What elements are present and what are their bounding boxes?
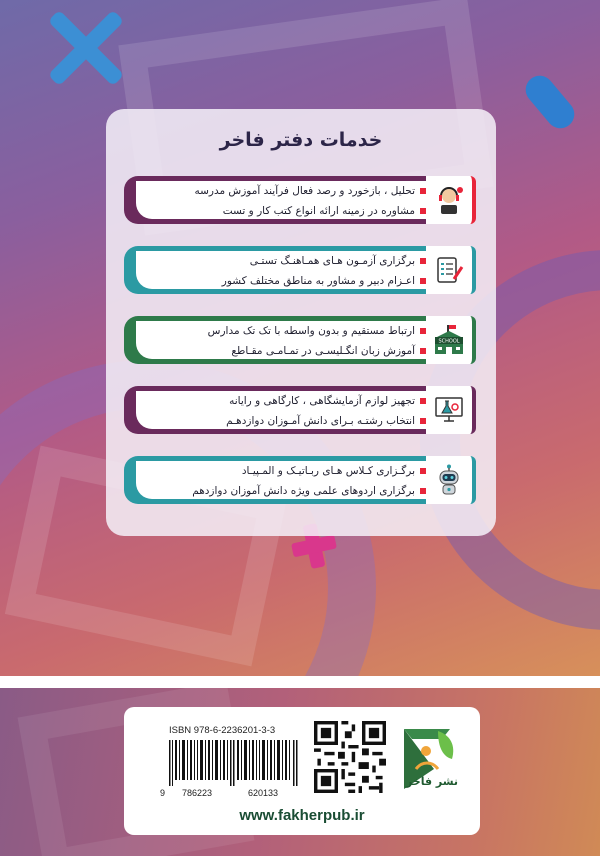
service-row xyxy=(124,386,476,434)
service-row xyxy=(124,176,476,224)
service-row xyxy=(124,316,476,364)
service-row xyxy=(124,246,476,294)
barcode xyxy=(169,740,299,786)
panel-title: خدمات دفتر فاخر xyxy=(219,129,383,151)
barcode-prefix-digit: 9 xyxy=(160,788,166,798)
service-line: ارتباط مستقیم و بدون واسطه با تک تک مدارس xyxy=(208,322,426,340)
consultant-headset-icon xyxy=(426,176,476,224)
service-line: انتخاب رشتـه بـرای دانش آمـوزان دوازدهـم xyxy=(226,412,426,430)
service-line: تجهیز لوازم آزمایشگاهی ، کارگاهی و رایانه xyxy=(229,392,426,410)
service-line: برگـزاری کـلاس هـای ربـاتیـک و المـپیـاد xyxy=(242,462,426,480)
service-line: اعـزام دبیر و مشاور به مناطق مختلف کشور xyxy=(222,272,426,290)
barcode-right-digits: 620133 xyxy=(248,788,279,798)
service-line: مشاوره در زمینه ارائه انواع کتب کار و تست xyxy=(223,202,426,220)
publisher-logo xyxy=(398,721,464,797)
blue-x-decoration xyxy=(46,8,126,88)
service-line: برگزاری آزمـون هـای همـاهنـگ تستـی xyxy=(250,252,426,270)
service-row xyxy=(124,456,476,504)
exam-checklist-icon xyxy=(426,246,476,294)
service-line: تحلیل ، بازخورد و رصد فعال فرآیند آموزش مدرسه xyxy=(194,182,426,200)
robot-icon xyxy=(426,456,476,504)
service-line: آموزش زبان انگـلیسـی در تمـامـی مقـاطع xyxy=(231,342,426,360)
publisher-label xyxy=(124,707,480,835)
website-url: www.fakherpub.ir xyxy=(239,807,365,824)
white-divider xyxy=(0,676,600,688)
logo-text: نشر فاخر xyxy=(405,775,459,788)
services-panel xyxy=(106,109,496,536)
svg-text:SCHOOL: SCHOOL xyxy=(438,338,460,345)
lab-flask-icon xyxy=(426,386,476,434)
school-building-icon xyxy=(426,316,476,364)
qr-code xyxy=(314,721,386,793)
blue-pill-decoration xyxy=(520,70,580,134)
service-line: برگزاری اردوهای علمی ویژه دانش آموزان دوازدهم xyxy=(192,482,426,500)
barcode-left-digits: 786223 xyxy=(182,788,213,798)
isbn-text: ISBN 978-6-2236201-3-3 xyxy=(169,725,276,736)
